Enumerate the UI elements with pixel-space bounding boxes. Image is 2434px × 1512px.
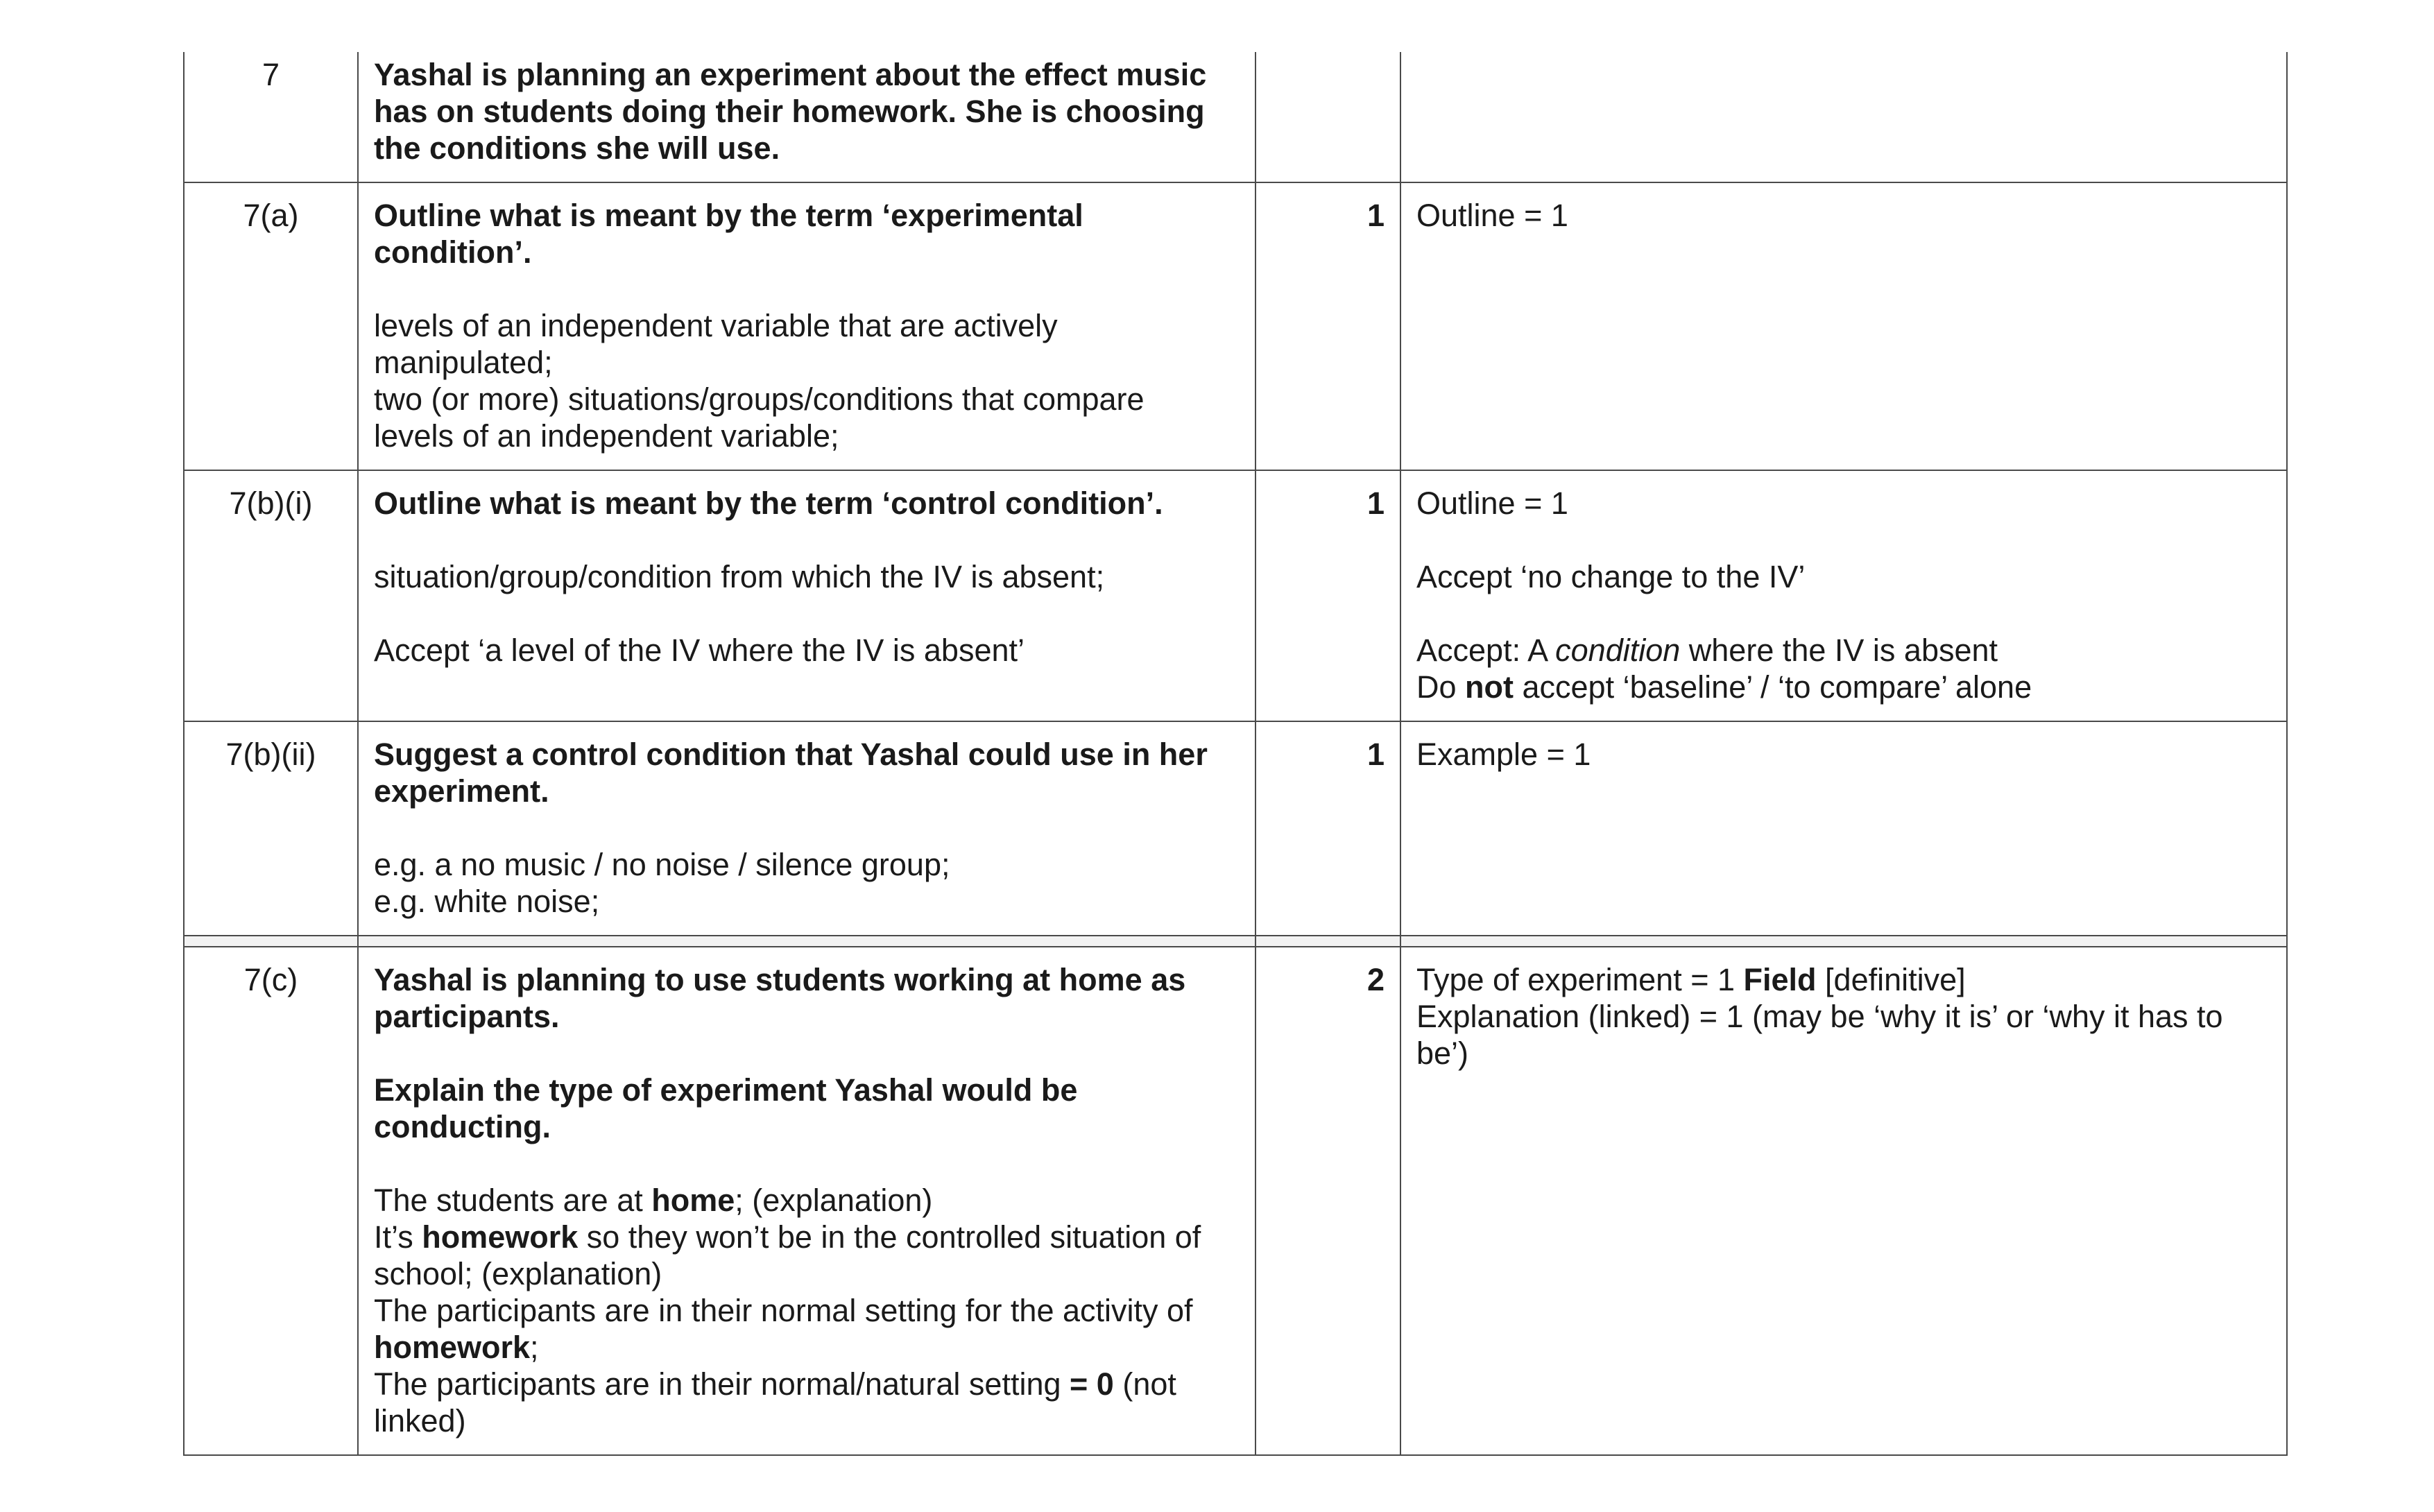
stem-line: the conditions she will use. [374,130,780,166]
marks-cell [1255,52,1400,182]
answer-cell [358,947,1255,1455]
guidance-cell [1400,52,2287,182]
answer-line: levels of an independent variable; [374,418,839,454]
question-text: Suggest a control condition that Yashal could use in her [374,737,1208,772]
question-text: Outline what is meant by the term ‘control condition’. [374,486,1163,521]
question-number: 7 [262,57,280,92]
answer-line: manipulated; [374,345,553,380]
question-text: experiment. [374,773,549,809]
guidance-line: Example = 1 [1416,737,1591,772]
guidance-line: Type of experiment = 1 Field [definitive] [1416,962,1966,997]
marks-cell [1255,947,1400,1455]
page-break-divider [184,936,2287,947]
answer-line: The participants are in their normal setting for the activity of [374,1293,1193,1328]
table-row-7c [184,947,2287,1455]
question-text: Outline what is meant by the term ‘experimental [374,198,1083,233]
guidance-line: Explanation (linked) = 1 (may be ‘why it is’ or ‘why it has to [1416,999,2223,1034]
question-number-cell [184,721,358,936]
question-number-cell [184,947,358,1455]
marks-cell [1255,470,1400,721]
guidance-cell [1400,470,2287,721]
answer-line: two (or more) situations/groups/conditions that compare [374,381,1145,417]
accept-line: Accept ‘a level of the IV where the IV is absent’ [374,633,1025,668]
question-number: 7(b)(i) [229,486,313,521]
guidance-cell [1400,182,2287,470]
italic-text: condition [1555,633,1681,668]
answer-line: linked) [374,1403,466,1438]
marks-value: 1 [1366,486,1385,521]
mark-scheme-table [183,52,2288,1456]
guidance-line: be’) [1416,1036,1469,1071]
table-row-7 [184,52,2287,182]
guidance-line: Outline = 1 [1416,198,1568,233]
guidance-cell [1400,721,2287,936]
marks-cell [1255,182,1400,470]
table-row-7a [184,182,2287,470]
marks-value: 2 [1366,962,1385,997]
answer-cell [358,470,1255,721]
answer-line: It’s homework so they won’t be in the controlled situation of [374,1219,1201,1255]
guidance-line: Do not accept ‘baseline’ / ‘to compare’ alone [1416,669,2032,705]
guidance-line: Accept: A condition where the IV is absent [1416,633,1998,668]
question-number-cell [184,182,358,470]
guidance-line: Outline = 1 [1416,486,1568,521]
question-text: Yashal is planning to use students working at home as [374,962,1186,997]
answer-line: The students are at home; (explanation) [374,1183,933,1218]
question-number: 7(b)(ii) [225,737,316,772]
question-number-cell [184,52,358,182]
table-row-7bii [184,721,2287,936]
question-text: condition’. [374,234,532,270]
bold-text: Field [1743,962,1817,997]
bold-text: not [1465,669,1514,705]
question-text: Explain the type of experiment Yashal would be [374,1072,1078,1108]
answer-cell [358,721,1255,936]
stem-line: Yashal is planning an experiment about the effect music [374,57,1207,92]
answer-line: homework; [374,1330,539,1365]
question-stem-cell [358,52,1255,182]
bold-text: homework [374,1330,531,1365]
table-row-7bi [184,470,2287,721]
answer-line: The participants are in their normal/natural setting = 0 (not [374,1366,1176,1402]
question-text: conducting. [374,1109,551,1144]
question-number: 7(c) [243,962,298,997]
answer-line: school; (explanation) [374,1256,662,1291]
bold-text: = 0 [1070,1366,1114,1402]
marks-value: 1 [1366,737,1385,772]
bold-text: homework [422,1219,578,1255]
question-number-cell [184,470,358,721]
marks-cell [1255,721,1400,936]
answer-line: e.g. a no music / no noise / silence group; [374,847,950,882]
bold-text: home [651,1183,735,1218]
answer-cell [358,182,1255,470]
stem-line: has on students doing their homework. She is choosing [374,94,1205,129]
answer-line: levels of an independent variable that are actively [374,308,1058,343]
guidance-line: Accept ‘no change to the IV’ [1416,559,1806,594]
answer-line: situation/group/condition from which the IV is absent; [374,559,1105,594]
question-text: participants. [374,999,560,1034]
answer-line: e.g. white noise; [374,884,600,919]
mark-scheme-page [183,52,2281,1456]
guidance-cell [1400,947,2287,1455]
question-number: 7(a) [243,198,299,233]
marks-value: 1 [1366,198,1385,233]
